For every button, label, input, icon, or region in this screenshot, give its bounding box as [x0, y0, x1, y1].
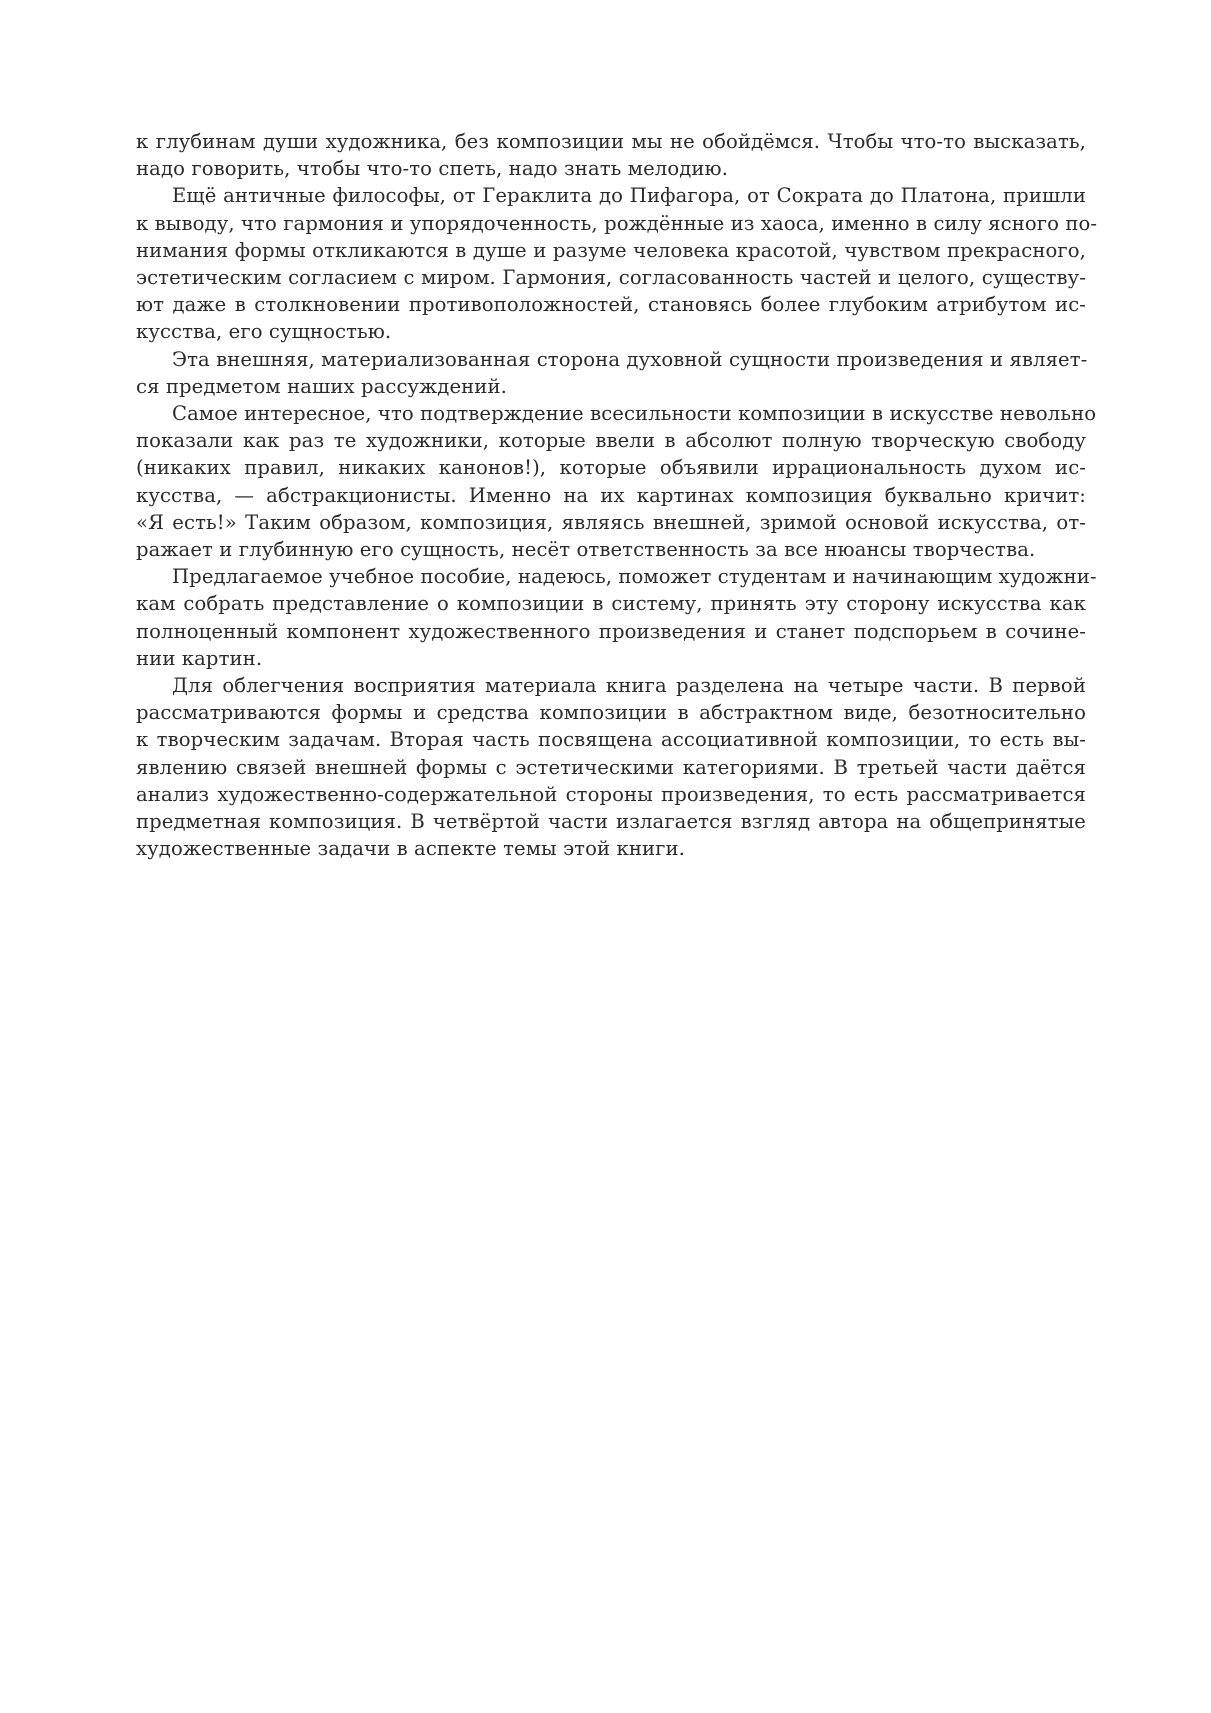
- text-line: надо говорить, чтобы что-то спеть, надо знать мелодию.: [136, 157, 729, 181]
- paragraph-5: [136, 563, 1097, 672]
- page-body: [136, 128, 1098, 862]
- paragraph-1: [136, 128, 1086, 182]
- text-line: показали как раз те художники, которые ввели в абсолют полную творческую свободу: [136, 429, 1086, 453]
- text-line: Самое интересное, что подтверждение всесильности композиции в искусстве невольно: [172, 402, 1097, 426]
- text-line: явлению связей внешней формы с эстетическими категориями. В третьей части даётся: [136, 755, 1086, 779]
- text-line: нимания формы откликаются в душе и разуме человека красотой, чувством прекрасного,: [136, 238, 1086, 262]
- paragraph-2: [136, 182, 1098, 345]
- text-line: к глубинам души художника, без композиции мы не обойдёмся. Чтобы что-то высказать,: [136, 130, 1086, 153]
- text-line: к выводу, что гармония и упорядоченность, рождённые из хаоса, именно в силу ясного по-: [136, 211, 1098, 235]
- paragraph-6: [136, 672, 1086, 862]
- text-line: (никаких правил, никаких канонов!), которые объявили иррациональность духом ис-: [136, 456, 1086, 480]
- text-line: предметная композиция. В четвёртой части излагается взгляд автора на общепринятые: [136, 810, 1086, 834]
- text-line: эстетическим согласием с миром. Гармония, согласованность частей и целого, существу-: [136, 266, 1086, 290]
- text-line: ся предметом наших рассуждений.: [136, 374, 507, 398]
- paragraph-4: [136, 400, 1097, 563]
- text-line: ют даже в столкновении противоположностей, становясь более глубоким атрибутом ис-: [136, 293, 1086, 317]
- text-line: анализ художественно-содержательной стороны произведения, то есть рассматривается: [136, 782, 1086, 806]
- text-line: Предлагаемое учебное пособие, надеюсь, поможет студентам и начинающим художни-: [172, 565, 1097, 589]
- text-line: Ещё античные философы, от Гераклита до Пифагора, от Сократа до Платона, пришли: [172, 184, 1086, 208]
- text-line: кусства, — абстракционисты. Именно на их картинах композиция буквально кричит:: [136, 483, 1086, 507]
- text-line: рассматриваются формы и средства композиции в абстрактном виде, безотносительно: [136, 701, 1086, 725]
- text-line: художественные задачи в аспекте темы этой книги.: [136, 837, 685, 861]
- text-line: к творческим задачам. Вторая часть посвящена ассоциативной композиции, то есть вы-: [136, 728, 1086, 752]
- text-line: нии картин.: [136, 646, 263, 670]
- paragraph-3: [136, 346, 1086, 400]
- text-line: Эта внешняя, материализованная сторона духовной сущности произведения и являет-: [172, 347, 1088, 371]
- text-line: «Я есть!» Таким образом, композиция, являясь внешней, зримой основой искусства, от-: [136, 510, 1086, 534]
- text-line: полноценный компонент художественного произведения и станет подспорьем в сочине-: [136, 619, 1086, 643]
- text-line: кам собрать представление о композиции в систему, принять эту сторону искусства как: [136, 592, 1086, 616]
- text-line: ражает и глубинную его сущность, несёт ответственность за все нюансы творчества.: [136, 538, 1036, 562]
- text-line: Для облегчения восприятия материала книга разделена на четыре части. В первой: [172, 674, 1086, 698]
- text-line: кусства, его сущностью.: [136, 320, 392, 344]
